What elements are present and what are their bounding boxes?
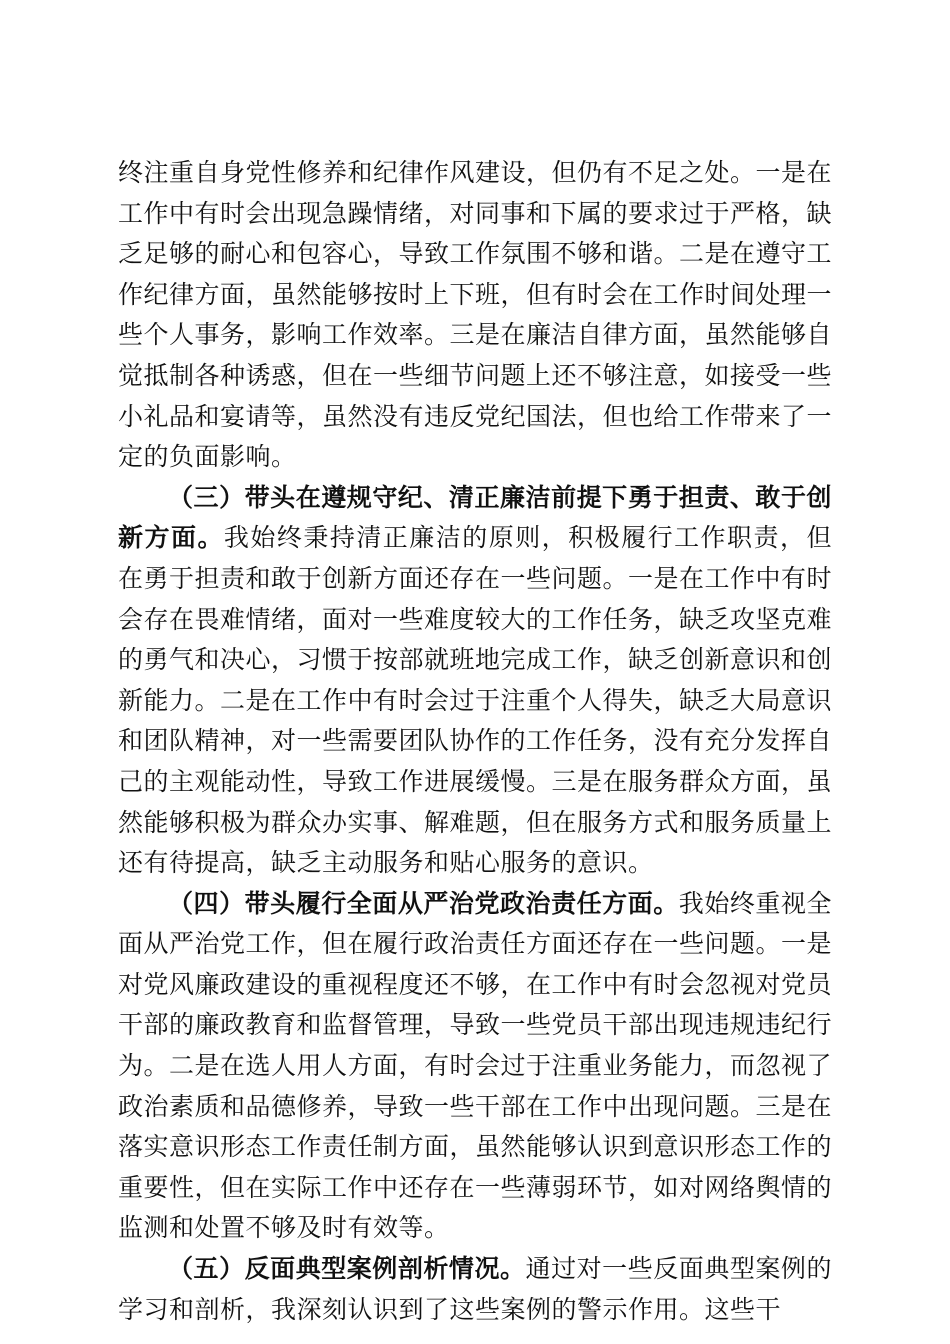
paragraph-section-3 <box>118 478 832 884</box>
paragraph-section-4 <box>118 884 832 1249</box>
paragraph-body: 我始终秉持清正廉洁的原则，积极履行工作职责，但在勇于担责和敢于创新方面还存在一些问题。一是在工作中有时会存在畏难情绪，面对一些难度较大的工作任务，缺乏攻坚克难的勇气和决心，习惯于按部就班地完成工作，缺乏创新意识和创新能力。二是在工作中有时会过于注重个人得失，缺乏大局意识和团队精神，对一些需要团队协作的工作任务，没有充分发挥自己的主观能动性，导致工作进展缓慢。三是在服务群众方面，虽然能够积极为群众办实事、解难题，但在服务方式和服务质量上还有待提高，缺乏主动服务和贴心服务的意识。 <box>118 523 833 878</box>
document-page <box>118 153 832 1330</box>
paragraph-body: 通过对一些反面典型案例的学习和剖析，我深刻认识到了这些案例的警示作用。这些干 <box>118 1254 832 1324</box>
paragraph-heading: （四）带头履行全面从严治党政治责任方面。 <box>168 888 679 918</box>
paragraph-body: 我始终重视全面从严治党工作，但在履行政治责任方面还存在一些问题。一是对党风廉政建设的重视程度还不够，在工作中有时会忽视对党员干部的廉政教育和监督管理，导致一些党员干部出现违规违纪行为。二是在选人用人方面，有时会过于注重业务能力，而忽视了政治素质和品德修养，导致一些干部在工作中出现问题。三是在落实意识形态工作责任制方面，虽然能够认识到意识形态工作的重要性，但在实际工作中还存在一些薄弱环节，如对网络舆情的监测和处置不够及时有效等。 <box>118 888 833 1243</box>
paragraph-heading: （三）带头在遵规守纪、清正廉洁前提下勇于担责、敢于创新方面。 <box>118 482 832 553</box>
paragraph-section-5 <box>118 1249 832 1330</box>
paragraph-body: 终注重自身党性修养和纪律作风建设，但仍有不足之处。一是在工作中有时会出现急躁情绪，对同事和下属的要求过于严格，缺乏足够的耐心和包容心，导致工作氛围不够和谐。二是在遵守工作纪律方面，虽然能够按时上下班，但有时会在工作时间处理一些个人事务，影响工作效率。三是在廉洁自律方面，虽然能够自觉抵制各种诱惑，但在一些细节问题上还不够注意，如接受一些小礼品和宴请等，虽然没有违反党纪国法，但也给工作带来了一定的负面影响。 <box>118 158 833 472</box>
paragraph-heading: （五）反面典型案例剖析情况。 <box>168 1254 526 1284</box>
paragraph-continuation <box>118 153 832 478</box>
